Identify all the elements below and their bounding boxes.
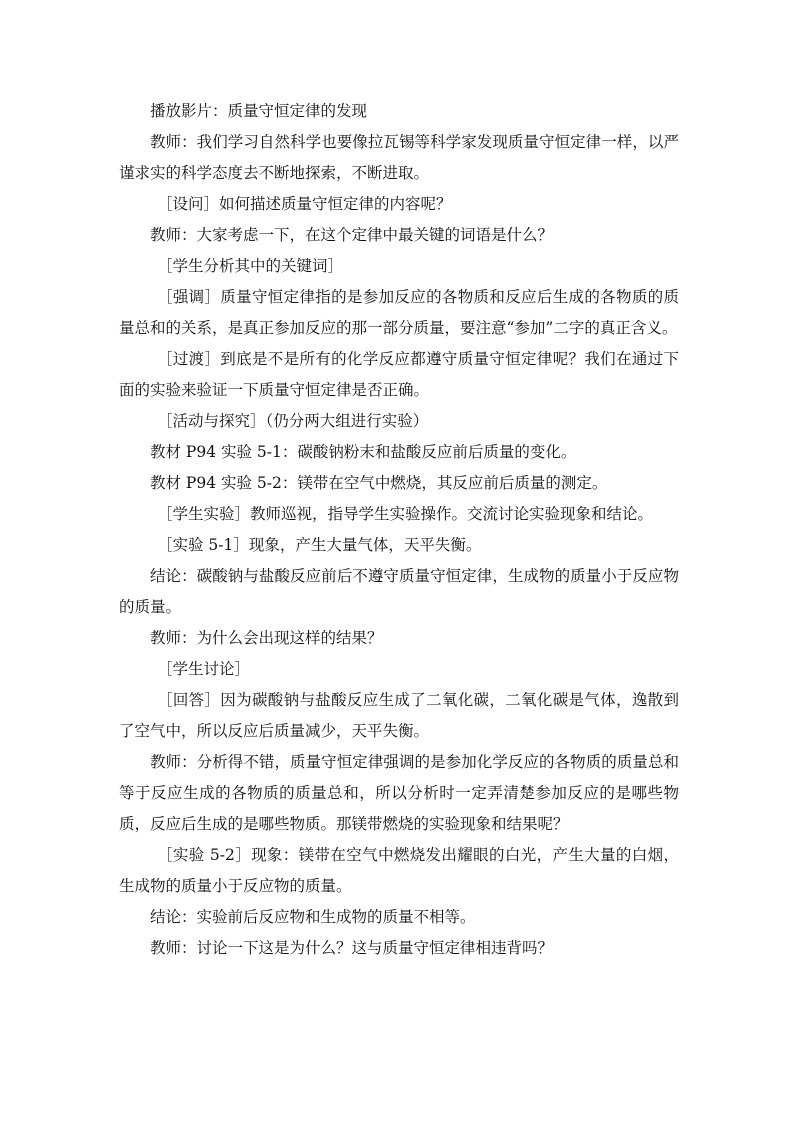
paragraph-experiment-5-1: 教材 P94 实验 5-1：碳酸钠粉末和盐酸反应前后质量的变化。 xyxy=(150,443,577,461)
paragraph-teacher-keywords: 教师：大家考虑一下，在这个定律中最关键的词语是什么？ xyxy=(150,226,554,244)
paragraph-teacher-why: 教师：为什么会出现这样的结果？ xyxy=(150,629,383,647)
paragraph-question: ［设问］如何描述质量守恒定律的内容呢？ xyxy=(157,195,452,213)
paragraph-teacher-analysis: 教师：分析得不错，质量守恒定律强调的是参加化学反应的各物质的质量总和等于反应生成的各物质的质量总和，所以分析时一定弄清楚参加反应的是哪些物质，反应后生成的是哪些物质。那镁带燃烧的实验现象和结果呢？ xyxy=(119,753,679,833)
paragraph-result-5-2: ［实验 5-2］现象：镁带在空气中燃烧发出耀眼的白光，产生大量的白烟，生成物的质量小于反应物的质量。 xyxy=(119,846,679,895)
paragraph-result-5-1: ［实验 5-1］现象，产生大量气体，天平失衡。 xyxy=(157,536,482,554)
paragraph-conclusion-5-1: 结论：碳酸钠与盐酸反应前后不遵守质量守恒定律，生成物的质量小于反应物的质量。 xyxy=(119,567,679,616)
paragraph-emphasis: ［强调］质量守恒定律指的是参加反应的各物质和反应后生成的各物质的质量总和的关系，是真正参加反应的那一部分质量，要注意“参加”二字的真正含义。 xyxy=(119,288,679,337)
paragraph-video: 播放影片：质量守恒定律的发现 xyxy=(150,102,368,120)
paragraph-conclusion-5-2: 结论：实验前后反应物和生成物的质量不相等。 xyxy=(150,908,476,926)
paragraph-activity: ［活动与探究］（仍分两大组进行实验） xyxy=(157,412,429,430)
paragraph-teacher-discuss: 教师：讨论一下这是为什么？这与质量守恒定律相违背吗？ xyxy=(150,939,554,957)
document-body xyxy=(119,96,679,964)
paragraph-student-experiment: ［学生实验］教师巡视，指导学生实验操作。交流讨论实验现象和结论。 xyxy=(157,505,654,523)
paragraph-student-discussion: ［学生讨论］ xyxy=(157,660,251,678)
paragraph-student-analysis: ［学生分析其中的关键词］ xyxy=(157,257,344,275)
paragraph-teacher-intro: 教师：我们学习自然科学也要像拉瓦锡等科学家发现质量守恒定律一样，以严谨求实的科学态度去不断地探索，不断进取。 xyxy=(119,133,679,182)
paragraph-answer: ［回答］因为碳酸钠与盐酸反应生成了二氧化碳，二氧化碳是气体，逸散到了空气中，所以反应后质量减少，天平失衡。 xyxy=(119,691,679,740)
paragraph-transition: ［过渡］到底是不是所有的化学反应都遵守质量守恒定律呢？我们在通过下面的实验来验证一下质量守恒定律是否正确。 xyxy=(119,350,679,399)
paragraph-experiment-5-2: 教材 P94 实验 5-2：镁带在空气中燃烧，其反应前后质量的测定。 xyxy=(150,474,608,492)
